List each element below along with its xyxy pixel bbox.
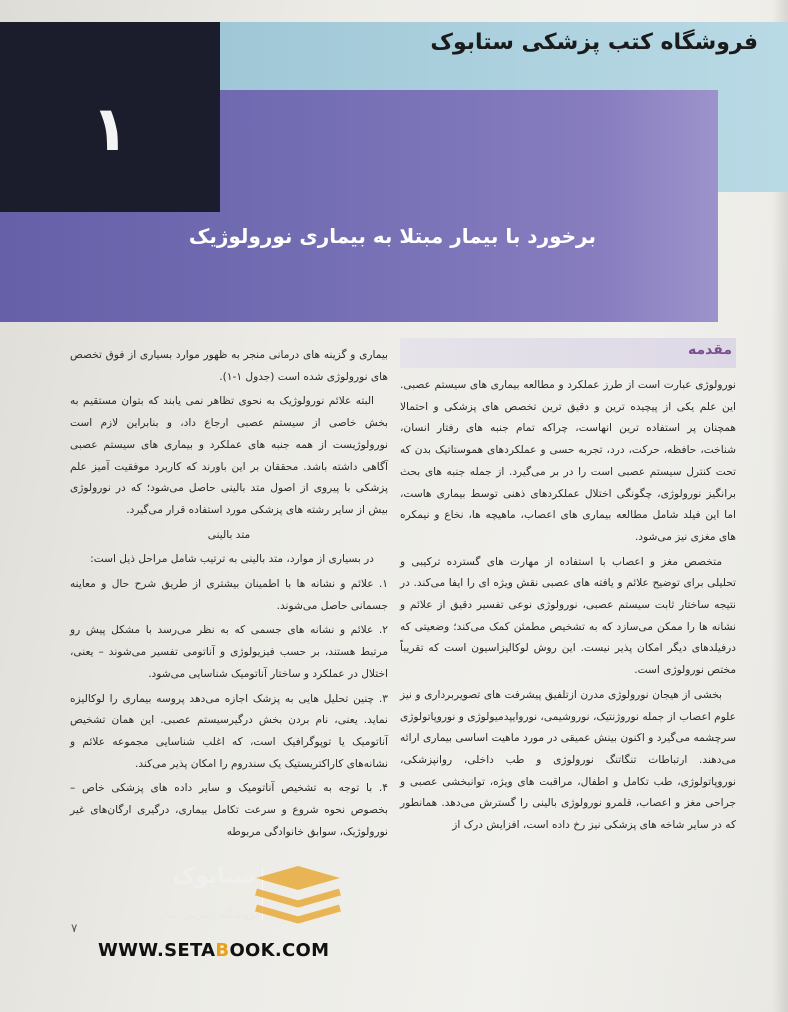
page-number: ۷ (71, 921, 78, 935)
section-heading-bar (400, 338, 736, 368)
chapter-number: ۱ (91, 92, 129, 165)
paragraph: البته علائم نورولوژیک به نحوی تظاهر نمی یابند که بتوان مستقیم به بخش خاصی از سیستم عصبی ارجاع داد، و بنابراین لازم است نورولوژیست از همه جنبه های عملکرد و بیماری های سیستم عصبی آگاهی داشته باشد. محققان بر این باورند که کاربرد موفقیت آمیز علم پزشکی با پیروی از اصول متد بالینی حاصل می‌شود؛ که در نورولوژی بیش از سایر رشته های پزشکی مورد استفاده قرار می‌گیرد. (70, 395, 388, 516)
chapter-title: برخورد با بیمار مبتلا به بیماری نورولوژیک (188, 224, 596, 248)
paragraph: بیماری و گزینه های درمانی منجر به ظهور موارد بسیاری از فوق تخصص های نورولوژی شده است (جدول ۱-۱). (70, 349, 388, 383)
watermark-subtitle: فروشگاه اینترنتی کتاب (155, 908, 260, 921)
paragraph: بخشی از هیجان نورولوژی مدرن ازتلفیق پیشرفت های تصویربرداری و نیز علوم اعصاب از جمله نوروژنتیک، نوروشیمی، نوروایپدمیولوژی و نوروپاتولوژی سرچشمه می‌گیرد و اکنون بینش عمیقی در مورد ماهیت اساسی بیماری ارائه می‌دهند. ارتباطات تنگاتنگ نورولوژی و طب داخلی، روانپزشکی، نوروپاتولوژی، طب تکامل و اطفال، مراقبت های ویژه، توانبخشی عصبی و جراحی مغز و اعصاب، قلمرو نورولوژی بالینی را گسترش می‌دهد. همانطور که در سایر شاخه های پزشکی نیز رخ داده است، افزایش درک از (400, 688, 736, 832)
store-title: فروشگاه کتب پزشکی ستابوک (430, 30, 758, 55)
paragraph: در بسیاری از موارد، متد بالینی به ترتیب شامل مراحل ذیل است: (90, 553, 374, 566)
paragraph: متخصص مغز و اعصاب با استفاده از مهارت های گسترده ترکیبی و تحلیلی برای توضیح علائم و یافته های عصبی نقش ویژه ای را ایفا می‌کند. در نتیجه ساختار ثابت سیستم عصبی، نورولوژی نوعی تفسیر دقیق از علائم و نشانه ها را ممکن می‌سازد که به تشخیص مطمئن کمک می‌کند؛ وضعیتی که درفیلدهای دیگر امکان پذیر نیست. این روش لوکالیزاسیون است که تقریباً مختص نورولوژی است. (400, 555, 736, 677)
left-text-column (70, 345, 388, 846)
watermark-url: WWW.SETABOOK.COM (98, 940, 330, 961)
list-item: ۱. علائم و نشانه ها با اطمینان بیشتری از طریق شرح حال و معاینه جسمانی حاصل می‌شوند. (70, 578, 388, 612)
book-stack-logo-icon (248, 862, 348, 934)
list-item: ۴. با توجه به تشخیص آناتومیک و سایر داده های پزشکی خاص – بخصوص نحوه شروع و سرعت تکامل بیماری، درگیری ارگان‌های غیر نورولوژیک، سوابق خانوادگی مربوطه (70, 782, 388, 838)
chapter-band-highlight (600, 90, 718, 322)
section-heading: مقدمه (688, 342, 732, 358)
list-item: ۲. علائم و نشانه های جسمی که به نظر می‌رسد با مشکل پیش رو مرتبط هستند، بر حسب فیزیولوژی و آناتومی تفسیر می‌شوند – یعنی، اختلال در عملکرد و ساختار آناتومیک شناسایی می‌شود. (70, 624, 388, 680)
watermark-brand: ستابوک (172, 864, 256, 889)
right-text-column (400, 375, 736, 840)
list-item: ۳. چنین تحلیل هایی به پزشک اجازه می‌دهد پروسه بیماری را لوکالیزه نماید. یعنی، نام بردن بخش درگیرسیستم عصبی. این همان تشخیص آناتومیک یا توپوگرافیک است، که اغلب شناسایی مجموعه علائم و نشانه‌های کاراکتریستیک یک سندروم را امکان پذیر می‌کند. (70, 692, 388, 770)
paragraph: نورولوژی عبارت است از طرز عملکرد و مطالعه بیماری های سیستم عصبی. این علم یکی از پیچیده ترین و دقیق ترین تخصص های پزشکی و احتمالا همچنان پر استفاده ترین انهاست، چراکه تمام جنبه های رفتار انسان، شناخت، حافظه، حرکت، درد، تجربه حسی و عملکردهای هموستاتیک بدن که تحت کنترل سیستم عصبی است را در بر می‌گیرد. از جمله جنبه های بحث برانگیز نورولوژی، چگونگی اختلال عملکردهای ذهنی توسط بیماری هاست، اما این فیلد شامل مطالعه بیماری های اعصاب، ماهیچه ها، نخاع و نیمکره های مغزی نیز می‌شود. (400, 379, 736, 543)
subsection-heading: متد بالینی (207, 528, 251, 541)
